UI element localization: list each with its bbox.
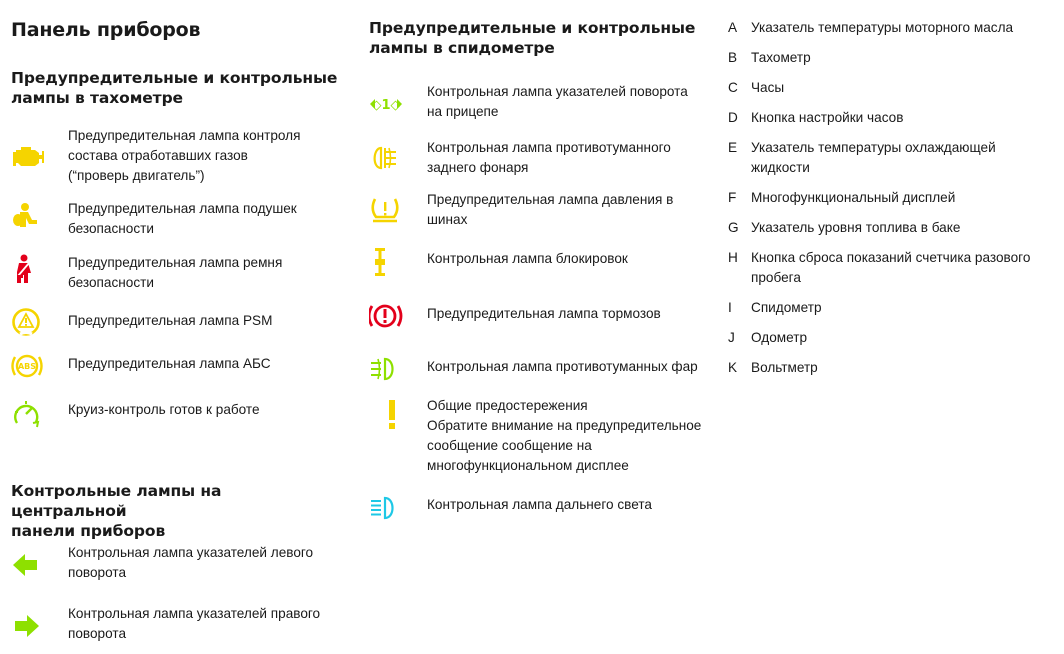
check-engine-icon: [11, 138, 45, 172]
legend-letter: A: [728, 20, 738, 35]
abs-icon: [11, 351, 45, 385]
exclamation-icon: [369, 398, 403, 432]
legend-letter: I: [728, 300, 732, 315]
lamp-description: Контрольная лампа противотуманного заднего фонаря: [427, 140, 671, 175]
lamp-description: Круиз-контроль готов к работе: [68, 402, 260, 417]
legend-letter: D: [728, 110, 738, 125]
legend-text: Часы: [751, 80, 785, 95]
legend-letter: C: [728, 80, 738, 95]
legend-text: Одометр: [751, 330, 808, 345]
tire-pressure-icon: [369, 196, 403, 230]
legend-text: Кнопка настройки часов: [751, 110, 904, 125]
legend-letter: E: [728, 140, 738, 155]
seatbelt-icon: [11, 254, 45, 288]
lamp-description: Предупредительная лампа давления в шинах: [427, 192, 674, 227]
trailer-turn-signal-icon: [369, 94, 403, 128]
lamp-description: Контрольная лампа указателей правого поворота: [68, 606, 321, 641]
legend-text: Тахометр: [751, 50, 811, 65]
left-turn-arrow-icon: [11, 552, 45, 586]
right-turn-arrow-icon: [11, 613, 45, 647]
cruise-control-icon: [11, 398, 45, 432]
lamp-description: Предупредительная лампа подушек безопасности: [68, 201, 297, 236]
speedometer-section-title: Предупредительные и контрольные лампы в спидометре: [369, 19, 696, 57]
legend-text: Вольтметр: [751, 360, 818, 375]
legend-letter: F: [728, 190, 737, 205]
lamp-description: Контрольная лампа указателей левого поворота: [68, 545, 314, 580]
legend-letter: K: [728, 360, 738, 375]
lamp-description: Предупредительная лампа PSM: [68, 313, 273, 328]
airbag-icon: [11, 200, 45, 234]
legend-text: Спидометр: [751, 300, 822, 315]
legend-letter: B: [728, 50, 738, 65]
legend-letter: J: [728, 330, 735, 345]
legend-text: Указатель уровня топлива в баке: [751, 220, 961, 235]
lamp-description: Контрольная лампа указателей поворота на прицепе: [427, 84, 688, 119]
legend-letter: G: [728, 220, 739, 235]
svg-text:ABS: ABS: [17, 362, 37, 371]
legend-text: Указатель температуры охлаждающей жидкости: [751, 140, 996, 175]
lamp-description: Контрольная лампа противотуманных фар: [427, 359, 698, 374]
legend-text: Указатель температуры моторного масла: [751, 20, 1014, 35]
legend-letter: H: [728, 250, 738, 265]
lamp-description: Общие предостережения Обратите внимание на предупредительное сообщение сообщение на многофункциональном дисплее: [427, 398, 702, 473]
svg-text:◇1◇: ◇1◇: [371, 98, 401, 113]
center-panel-section-title: Контрольные лампы на центральной панели приборов: [11, 482, 222, 540]
lamp-description: Предупредительная лампа тормозов: [427, 306, 661, 321]
brake-warning-icon: [369, 302, 403, 336]
lamp-description: Контрольная лампа дальнего света: [427, 497, 652, 512]
legend-text: Кнопка сброса показаний счетчика разового пробега: [751, 250, 1031, 285]
front-fog-light-icon: [369, 356, 403, 390]
psm-icon: [11, 307, 45, 341]
high-beam-icon: [369, 495, 403, 529]
page-title: Панель приборов: [11, 19, 201, 41]
lamp-description: Предупредительная лампа контроля состава отработавших газов (“проверь двигатель”): [68, 128, 301, 183]
lamp-description: Контрольная лампа блокировок: [427, 251, 628, 266]
rear-fog-light-icon: [369, 144, 403, 178]
differential-lock-icon: [369, 247, 403, 281]
legend-text: Многофункциональный дисплей: [751, 190, 956, 205]
lamp-description: Предупредительная лампа ремня безопасности: [68, 255, 283, 290]
tachometer-section-title: Предупредительные и контрольные лампы в тахометре: [11, 69, 338, 107]
lamp-description: Предупредительная лампа АБС: [68, 356, 271, 371]
